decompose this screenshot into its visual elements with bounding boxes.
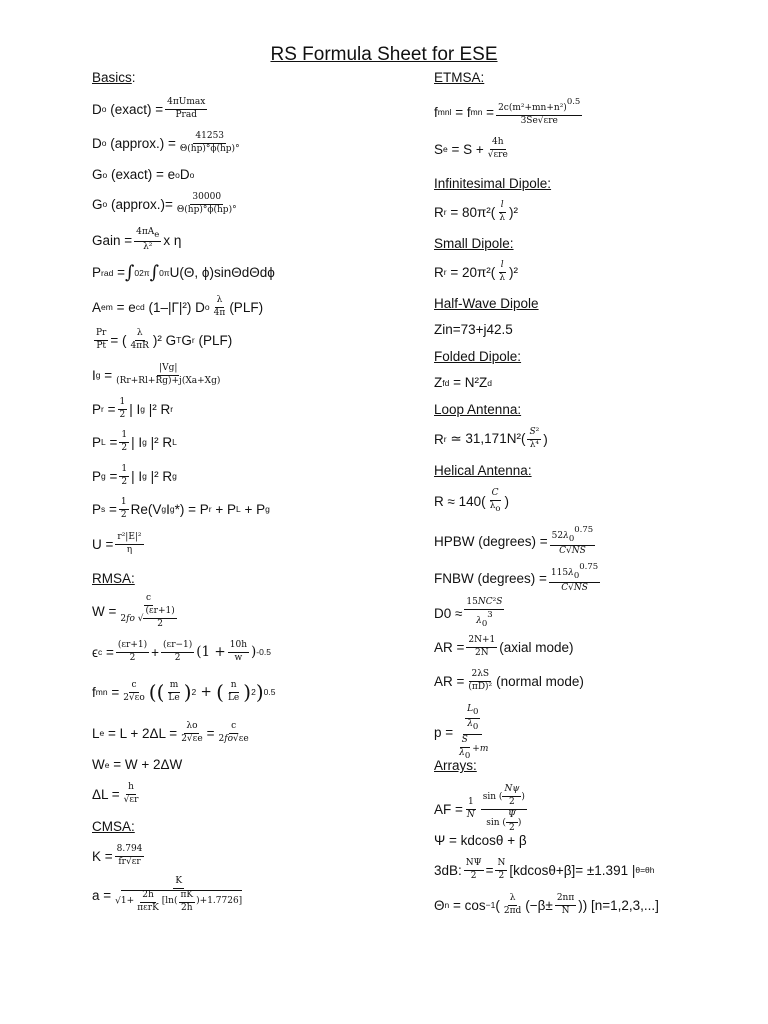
formula-half-wave: Zin=73+j42.5: [434, 322, 513, 337]
formula-rmsa-eeff: ϵ c = (εr+1) 2 + (εr−1) 2 (1 + $\frac{10h}{w}$ ) -0.5: [92, 640, 271, 663]
formula-pg: P g = 1 2 | I g |² R g: [92, 464, 177, 487]
formula-small-dipole: R r = 20π²( l λ )²: [434, 260, 519, 283]
formula-rmsa-dl: ΔL = h √εr: [92, 782, 139, 805]
formula-etmsa-se: S e = S + 4h √εre: [434, 137, 508, 160]
formula-ig: I g = |Vg| (Rr+Rl+Rg)+j(Xa+Xg): [92, 363, 221, 386]
formula-inf-dipole: R r = 80π²( l λ )²: [434, 200, 519, 223]
formula-3db: 3dB: NΨ 2 = N 2 [kdcosθ+β]= ±1.391 | θ=θh: [434, 858, 655, 881]
formula-fnbw: FNBW (degrees) = $\frac{115\lambda_0^{0.75}}{C√NS}$: [434, 562, 599, 594]
formula-theta-n: Θ n = cos −1 ( λ 2πd (−β± 2nπ N )) [n=1,2,3,...]: [434, 893, 659, 916]
formula-gain-aperture: Gain = $4\pi A_e$ λ² x η: [92, 227, 182, 253]
rmsa-header: RMSA:: [92, 571, 135, 586]
formula-ps: P s = 1 2 Re(V g I g *) = P r + P L + P g: [92, 497, 270, 520]
half-wave-header: Half-Wave Dipole: [434, 296, 539, 311]
etmsa-header: ETMSA:: [434, 70, 485, 85]
formula-pitch: p = $\frac{L_0}{\lambda_0}$ $\frac{S}{\lambda_0}$ +m: [434, 704, 489, 761]
basics-header: Basics :: [92, 70, 136, 85]
formula-gain-approx: G o (approx.)= 30000 Θ(hp)°ϕ(hp)°: [92, 192, 237, 215]
loop-antenna-header: Loop Antenna:: [434, 402, 522, 417]
formula-directivity-approx: D o (approx.) = 41253 Θ(hp)°ϕ(hp)°: [92, 131, 240, 154]
formula-rmsa-le: L e = L + 2ΔL = λo 2√εe = c 2fo√εe: [92, 721, 249, 744]
formula-array-factor: AF = 1 N sin ( $\frac{N\psi}{2}$ ) sin ( $\frac{\Psi}{2}$ ): [434, 784, 525, 833]
formula-ar-normal: AR = 2λS (πD)² (normal mode): [434, 669, 584, 692]
formula-rmsa-width: W = c 2fo √ $\frac{(\varepsilon r+1)}{2}$: [92, 593, 175, 629]
formula-prad: P rad = ∫ 0 2π ∫ 0 π U(Θ, ϕ)sinΘdΘdϕ: [92, 262, 275, 283]
inf-dipole-header: Infinitesimal Dipole:: [434, 176, 552, 191]
formula-rmsa-we: W e = W + 2ΔW: [92, 757, 183, 772]
formula-hpbw: HPBW (degrees) = $\frac{52\lambda_0^{0.75}}{C√NS}$: [434, 525, 594, 557]
formula-friis: Pr Pt = ( λ 4πR )² G T G r (PLF): [96, 328, 233, 351]
formula-helical-r: R ≈ 140( C $\lambda_o$ ): [434, 488, 510, 514]
formula-cmsa-a: a = K √1+ 2h πεrK [ln( πK 2h )+1.7726]: [92, 876, 243, 913]
formula-cmsa-k: K = 8.794 fr√εr: [92, 844, 143, 867]
formula-loop-antenna: R r ≃ 31,171N²( S² λ⁴ ): [434, 427, 548, 450]
arrays-header: Arrays:: [434, 758, 477, 773]
folded-dipole-header: Folded Dipole:: [434, 349, 522, 364]
small-dipole-header: Small Dipole:: [434, 236, 514, 251]
basics-header-text: Basics: [92, 70, 132, 85]
page-title: RS Formula Sheet for ESE: [270, 44, 498, 65]
formula-psi: Ψ = kdcosθ + β: [434, 833, 527, 848]
formula-u: U = r²|E|² η: [92, 532, 142, 555]
formula-gain-exact: G o (exact) = e o D o: [92, 167, 195, 182]
formula-etmsa-fmnl: f mnl = f mn = $2c(m^2+mn+n^2)^{0.5}$ 3Se√εre: [434, 97, 581, 126]
helical-antenna-header: Helical Antenna:: [434, 463, 532, 478]
formula-rmsa-fmn: f mn = c 2√εo (( m Le ) 2 + ( n Le ) 2 ) 0.5: [92, 679, 276, 704]
formula-pr: P r = 1 2 | I g |² R r: [92, 397, 174, 420]
cmsa-header: CMSA:: [92, 819, 135, 834]
formula-directivity-exact: D o (exact) = 4πUmax Prad: [92, 97, 206, 120]
formula-pl: P L = 1 2 | I g |² R L: [92, 430, 177, 453]
formula-folded-dipole: Z fd = N²Z d: [434, 375, 492, 390]
formula-aem: A em = e cd (1–|Γ|²) D o λ 4π (PLF): [92, 295, 264, 318]
formula-ar-axial: AR = 2N+1 2N (axial mode): [434, 635, 574, 658]
formula-d0: D0 ≈ 15NC²S $\lambda_0^3$: [434, 597, 503, 629]
